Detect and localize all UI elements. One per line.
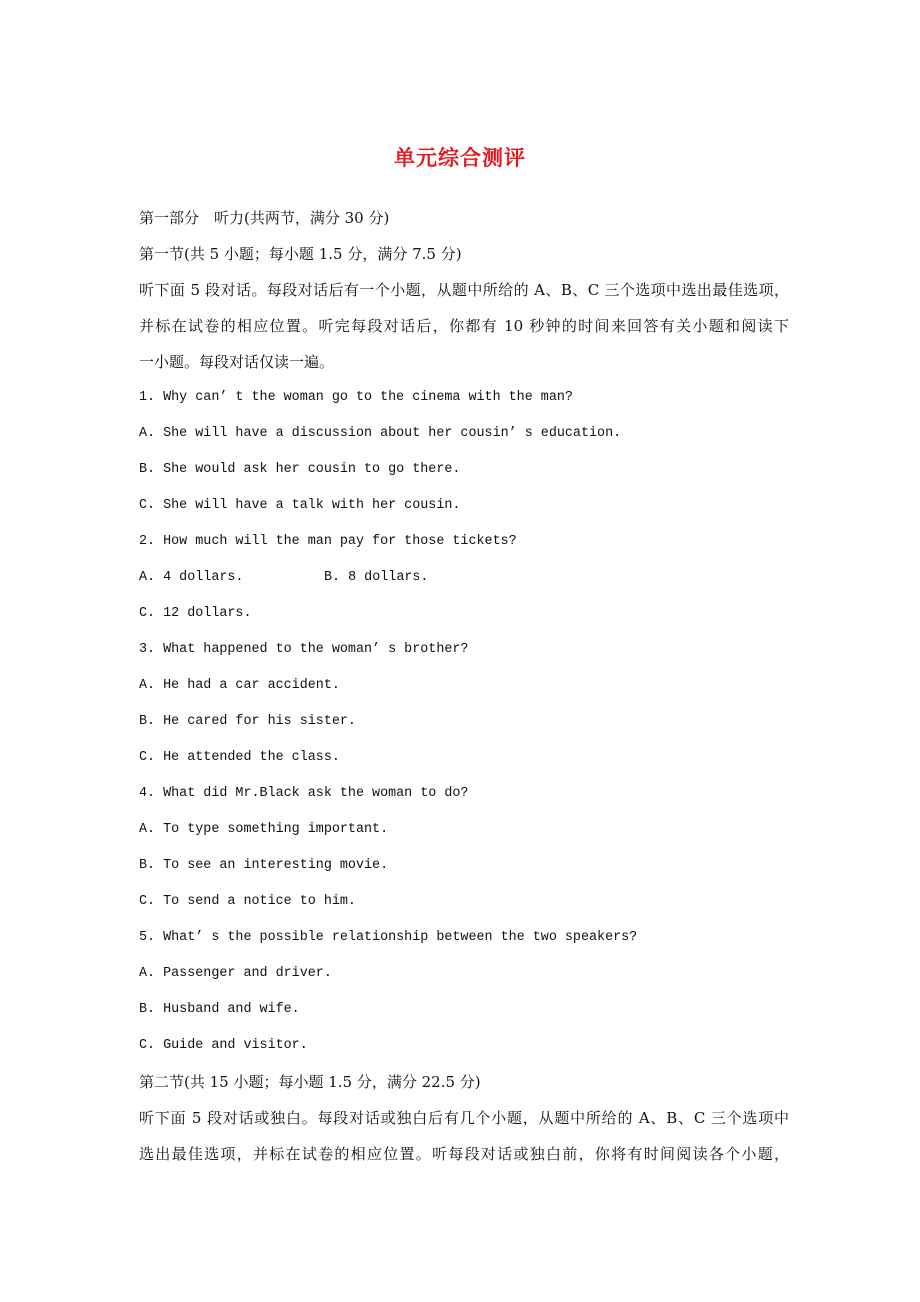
- option-c: C. 12 dollars.: [139, 606, 252, 621]
- option-c: C. She will have a talk with her cousin.: [139, 498, 461, 513]
- option-c: C. He attended the class.: [139, 750, 340, 765]
- instruction-line: 一小题。每段对话仅读一遍。: [139, 353, 335, 371]
- option-b: B. To see an interesting movie.: [139, 858, 389, 873]
- instruction-line: 并标在试卷的相应位置。听完每段对话后，你都有 10 秒钟的时间来回答有关小题和阅读下: [139, 317, 789, 335]
- option-a: A. Passenger and driver.: [139, 966, 332, 981]
- section-heading: 第二节(共 15 小题；每小题 1.5 分，满分 22.5 分): [139, 1073, 481, 1091]
- instruction-line: 听下面 5 段对话。每段对话后有一个小题，从题中所给的 A、B、C 三个选项中选出最佳选项，: [139, 281, 789, 299]
- option-b: B. She would ask her cousin to go there.: [139, 462, 461, 477]
- option-a: A. She will have a discussion about her cousin’ s education.: [139, 426, 622, 441]
- option-c: C. To send a notice to him.: [139, 894, 356, 909]
- question-3: 3. What happened to the woman’ s brother?: [139, 642, 469, 657]
- question-2: 2. How much will the man pay for those tickets?: [139, 534, 517, 549]
- option-b: B. Husband and wife.: [139, 1002, 300, 1017]
- option-a: A. 4 dollars.: [139, 570, 244, 585]
- instruction-line: 听下面 5 段对话或独白。每段对话或独白后有几个小题，从题中所给的 A、B、C 三个选项中: [139, 1109, 789, 1127]
- option-b: B. He cared for his sister.: [139, 714, 356, 729]
- option-a: A. He had a car accident.: [139, 678, 340, 693]
- option-row: [139, 560, 789, 596]
- question-1: 1. Why can’ t the woman go to the cinema with the man?: [139, 390, 573, 405]
- question-5: 5. What’ s the possible relationship between the two speakers?: [139, 930, 638, 945]
- question-4: 4. What did Mr.Black ask the woman to do?: [139, 786, 469, 801]
- section-heading: 第一节(共 5 小题；每小题 1.5 分，满分 7.5 分): [139, 245, 462, 263]
- part-heading: 第一部分 听力(共两节，满分 30 分): [139, 209, 390, 227]
- option-c: C. Guide and visitor.: [139, 1038, 308, 1053]
- document-body: [139, 200, 789, 1172]
- instruction-line: 选出最佳选项，并标在试卷的相应位置。听每段对话或独白前，你将有时间阅读各个小题，: [139, 1145, 789, 1163]
- document-title: 单元综合测评: [394, 145, 526, 170]
- option-a: A. To type something important.: [139, 822, 389, 837]
- option-b: B. 8 dollars.: [324, 570, 429, 585]
